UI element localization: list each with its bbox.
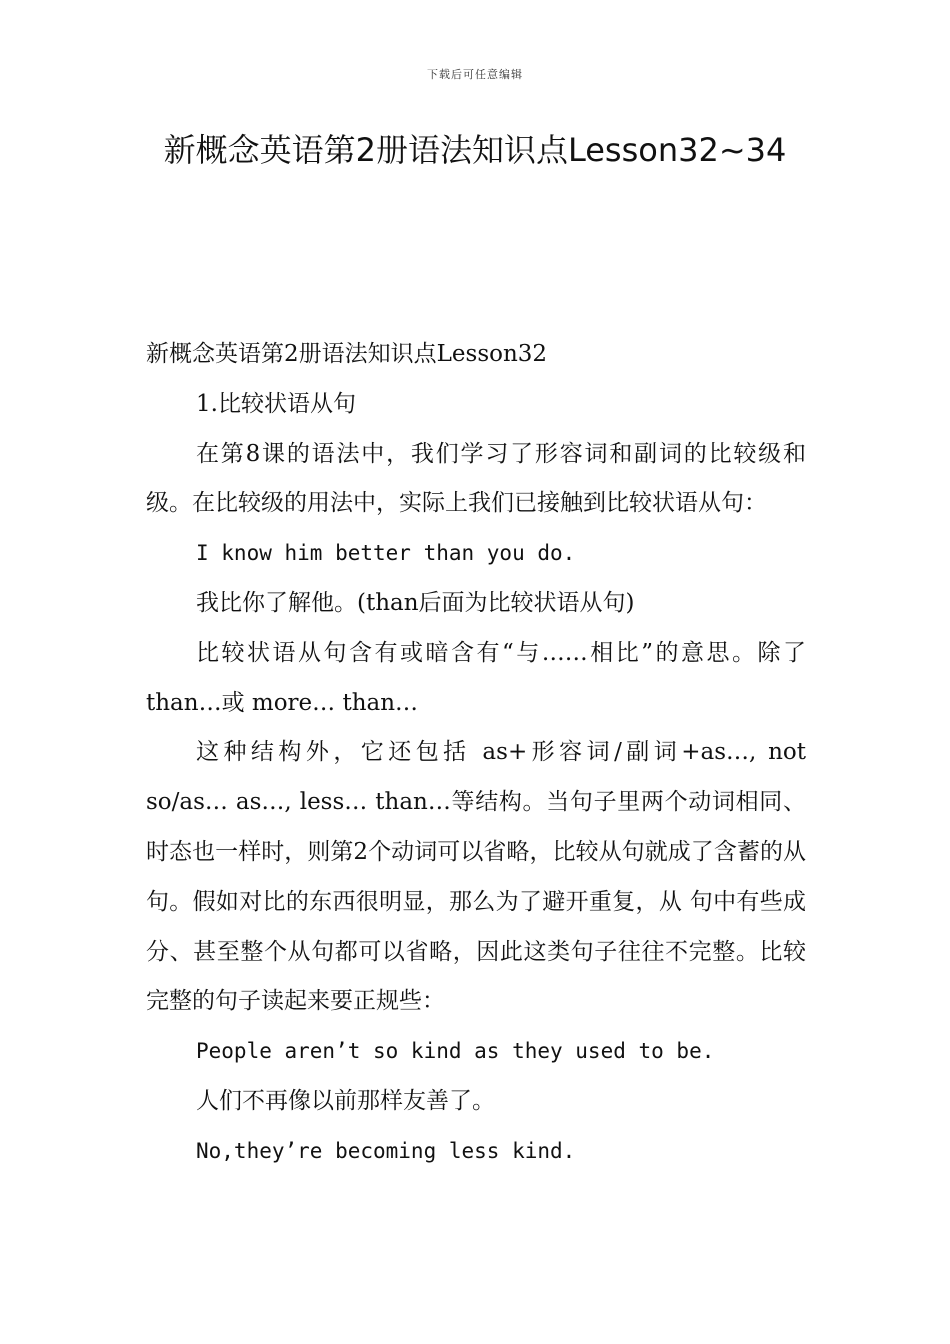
example-sentence: I know him better than you do. xyxy=(196,541,576,566)
example-translation: 我比你了解他。(than后面为比较状语从句) xyxy=(196,589,635,616)
header-note: 下载后可任意编辑 xyxy=(427,68,523,81)
document-title: 新概念英语第2册语法知识点Lesson32~34 xyxy=(163,131,787,169)
paragraph: 比较状语从句含有或暗含有“与……相比”的意思。除了than…或 more… than… xyxy=(146,639,806,716)
example-translation: 人们不再像以前那样友善了。 xyxy=(196,1087,495,1114)
document-body xyxy=(146,330,806,1177)
example-sentence: No,they’re becoming less kind. xyxy=(196,1138,576,1163)
section-heading: 新概念英语第2册语法知识点Lesson32 xyxy=(146,341,548,367)
example-sentence: People aren’t so kind as they used to be. xyxy=(196,1039,715,1064)
paragraph: 在第8课的语法中，我们学习了形容词和副词的比较级和级。在比较级的用法中，实际上我们已接触到比较状语从句： xyxy=(146,440,806,517)
subsection-heading: 1.比较状语从句 xyxy=(196,390,356,417)
paragraph: 这种结构外，它还包括 as+形容词/副词+as…, not so/as… as…, less… than…等结构。当句子里两个动词相同、时态也一样时，则第2个动词可以省略，比较从句就成了含蓄的从句。假如对比的东西很明显，那么为了避开重复，从 句中有些成分、甚至整个从句都可以省略，因此这类句子往往不完整。比较完整的句子读起来要正规些： xyxy=(146,739,806,1015)
